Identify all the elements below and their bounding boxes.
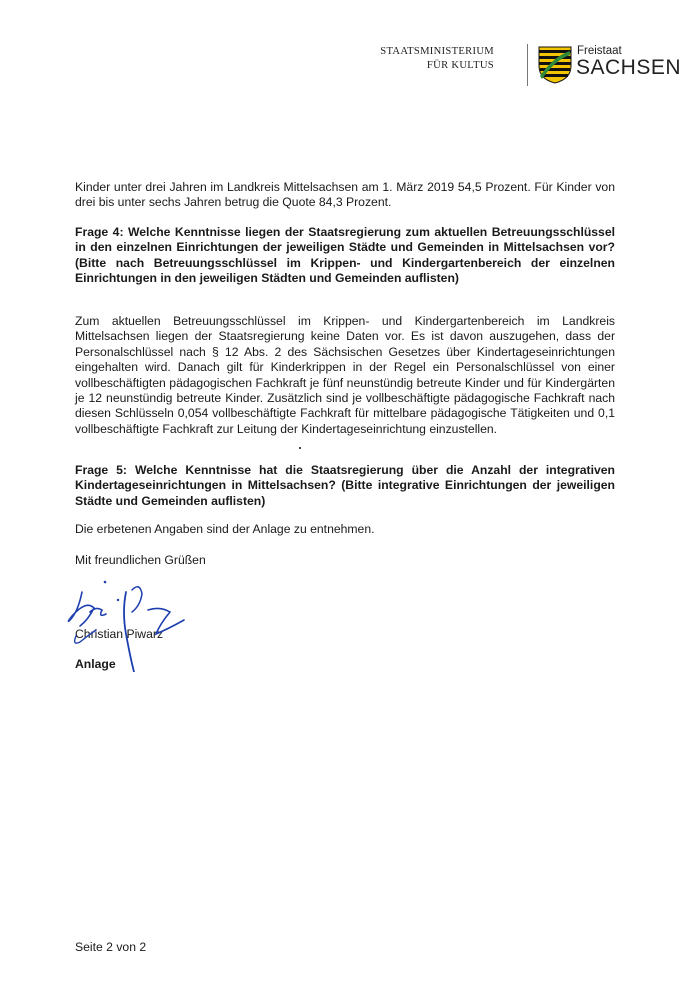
intro-paragraph: Kinder unter drei Jahren im Landkreis Mittelsachsen am 1. März 2019 54,5 Prozent. Für Kinder von drei bis unter sechs Jahren betrug die Quote 84,3 Prozent. [75,180,615,210]
ministry-line-2: FÜR KULTUS [426,60,494,71]
answer-5: Die erbetenen Angaben sind der Anlage zu entnehmen. [75,522,375,536]
closing-greeting: Mit freundlichen Grüßen [75,553,206,567]
signatory-name: Christian Piwarz [75,627,164,641]
ministry-name [380,45,494,73]
ministry-line-1: STAATSMINISTERIUM [380,46,494,57]
header-divider [527,44,528,86]
answer-4: Zum aktuellen Betreuungsschlüssel im Krippen- und Kindergartenbereich im Landkreis Mittelsachsen liegen der Staatsregierung keine Daten vor. Es ist davon auszugehen, dass der Personalschlüssel nach § 12 Abs. 2 des Sächsischen Gesetzes über Kindertageseinrichtungen eingehalten wird. Danach gilt für Kinderkrippen in der Regel ein Personalschlüssel von einer vollbeschäftigten pädagogischen Fachkraft je fünf neunstündig betreute Kinder und für Kindergärten je 12 neunstündig betreute Kinder. Zusätzlich sind je vollbeschäftigte pädagogische Fachkraft nach diesen Schlüsseln 0,054 vollbeschäftigte Fachkraft für mittelbare pädagogische Tätigkeiten und 0,1 vollbeschäftigte Fachkraft zur Leitung der Kindertageseinrichtung einzustellen. [75,314,615,436]
letterhead [380,44,680,88]
question-5: Frage 5: Welche Kenntnisse hat die Staatsregierung über die Anzahl der integrativen Kindertageseinrichtungen in Mittelsachsen? (Bitte integrative Einrichtungen der jeweiligen Städte und Gemeinden auflisten) [75,463,615,508]
page-number: Seite 2 von 2 [75,940,147,954]
question-4: Frage 4: Welche Kenntnisse liegen der Staatsregierung zum aktuellen Betreuungsschlüssel in den einzelnen Einrichtungen der jeweiligen Städte und Gemeinden in Mittelsachsen vor? (Bitte nach Betreuungsschlüssel im Krippen- und Kindergartenbereich der einzelnen Einrichtungen in den jeweiligen Städten und Gemeinden auflisten) [75,225,615,286]
saxony-coat-of-arms-icon [538,46,572,84]
freistaat-label: Freistaat [577,45,622,57]
sachsen-label: SACHSEN [576,56,682,79]
enclosure-label: Anlage [75,657,116,671]
stray-mark [299,447,301,449]
